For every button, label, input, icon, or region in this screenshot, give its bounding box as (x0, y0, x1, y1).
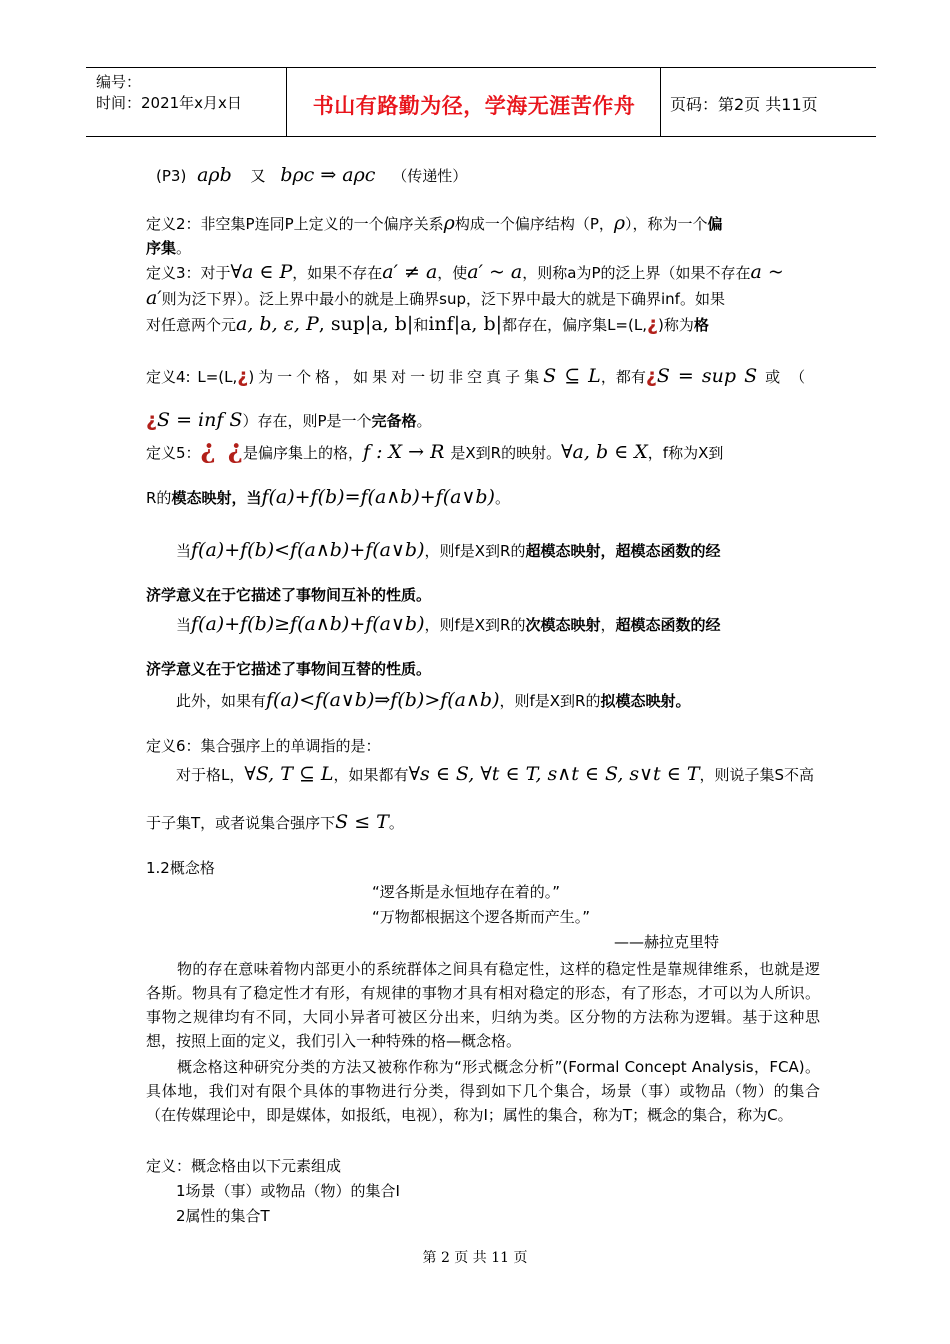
def5-text-a: 定义5： (146, 444, 201, 462)
def2-bold: 偏 (707, 215, 723, 233)
def5-line1 (146, 435, 724, 465)
def3-text-d: ，则称a为P的泛上界（如果不存在 (522, 264, 751, 282)
doc-time-label: 时间：2021年x月x日 (96, 94, 242, 112)
broken-glyph: ¿ (646, 313, 659, 335)
def5-text-e: R的 (146, 489, 172, 507)
def3-line2 (146, 288, 725, 309)
p3-formula-b: bρc ⇒ aρc (280, 164, 376, 186)
def2-line1 (146, 213, 723, 234)
def3-bold: 格 (693, 316, 709, 334)
paragraph: 物的存在意味着物内部更小的系统群体之间具有稳定性，这样的稳定性是靠规律维系，也就是逻各斯。物具有了稳定性才有形，有规律的事物才具有相对稳定的形态，有了形态，才可以为人所识。事物之规律均有不同，大同小异者可被区分出来，归纳为类。区分物的方法称为逻辑。基于这种思想，按照上面的定义，我们引入一种特殊的格—概念格。 (146, 960, 820, 1050)
quasi-text-a: 此外，如果有 (176, 692, 267, 710)
page-footer: 第 2 页 共 11 页 (422, 1250, 528, 1266)
quasi-formula: f(a)<f(a∨b)⇒f(b)>f(a∧b) (266, 689, 500, 711)
def3-line1 (146, 262, 784, 283)
def2-text2: 构成一个偏序结构（P， (454, 215, 614, 233)
submodular-formula: f(a)+f(b)≥f(a∧b)+f(a∨b) (191, 613, 425, 635)
broken-glyph: ¿ (146, 409, 158, 431)
def3-formula: a′ (146, 287, 162, 309)
def5-text-d: ，f称为X到 (647, 444, 724, 462)
header-meta (96, 72, 242, 114)
def3-text-i: 都存在，偏序集L=(L, (502, 316, 647, 334)
def3-formula: inf|a, b| (428, 313, 503, 335)
paragraph: 概念格这种研究分类的方法又被称作称为“形式概念分析”(Formal Concept Analysis，FCA)。具体地，我们对有限个具体的事物进行分类，得到如下几个集合，场景（事）或物品（物）的集合（在传媒理论中，即是媒体，如报纸，电视），称为I；属性的集合，称为T；概念的集合，称为C。 (146, 1058, 820, 1124)
def6-text-a: 对于格L， (176, 766, 245, 784)
def4-text-a: 定义4: L=(L, (146, 368, 238, 386)
def4-formula: S = sup S (656, 365, 758, 387)
submodular-text-c: ， (600, 616, 616, 634)
def3-formula: , sup|a, b| (318, 313, 414, 335)
p3-note: （传递性） (392, 167, 468, 185)
definition-list-item: 1场景（事）或物品（物）的集合I (176, 1182, 400, 1200)
def4-text-b: )为一个格，如果对一切非空真子集 (248, 368, 544, 386)
def3-text-g: 对任意两个元 (146, 316, 237, 334)
def4-end: 。 (416, 412, 432, 430)
def2-line2 (146, 238, 191, 258)
def3-text-a: 定义3：对于 (146, 264, 231, 282)
doc-number-label: 编号： (96, 73, 142, 91)
def3-text-b: ，如果不存在 (292, 264, 383, 282)
def3-formula: a′ ≠ a (382, 261, 438, 283)
quote-line: “万物都根据这个逻各斯而产生。” (372, 908, 591, 926)
supermodular-line2: 济学意义在于它描述了事物间互补的性质。 (146, 586, 432, 604)
def5-formula: f : X → R (363, 441, 445, 463)
def6-end: 。 (388, 814, 404, 832)
broken-glyph: ¿ (645, 365, 657, 387)
rho-symbol: ρ (443, 212, 455, 234)
def4-text-c: ，都有 (600, 368, 646, 386)
quote-line: “逻各斯是永恒地存在着的。” (372, 883, 561, 901)
broken-glyph: ¿ (227, 435, 244, 465)
def4-text-e: ）存在，则P是一个 (242, 412, 372, 430)
def5-line2 (146, 487, 510, 508)
def6-text-d: 于子集T，或者说集合强序下 (146, 814, 336, 832)
header-motto: 书山有路勤为径，学海无涯苦作舟 (312, 94, 636, 118)
def5-bold: 模态映射，当 (171, 489, 262, 507)
def3-line3 (146, 314, 709, 335)
def3-text-c: ，使 (437, 264, 468, 282)
broken-glyph: ¿ (200, 435, 216, 465)
def4-formula: S = inf S (157, 409, 243, 431)
def6-text-b: ，如果都有 (333, 766, 409, 784)
supermodular-text-b: ，则f是X到R的 (424, 542, 526, 560)
def6-text-c: ，则说子集S不高 (699, 766, 815, 784)
def6-line1 (176, 764, 814, 785)
quote-author: ——赫拉克里特 (614, 933, 720, 951)
submodular-bold: 超模态函数的经 (615, 616, 721, 634)
def5-text-c: 是X到R的映射。 (450, 444, 562, 462)
def5-end: 。 (494, 489, 510, 507)
p3-label: (P3) (156, 167, 187, 185)
def6-formula: ∀s ∈ S, ∀t ∈ T, s∧t ∈ S, s∨t ∈ T (408, 763, 700, 785)
submodular-text-a: 当 (176, 616, 192, 634)
def3-formula: a ~ (750, 261, 784, 283)
submodular-line2: 济学意义在于它描述了事物间互替的性质。 (146, 660, 432, 678)
def6-formula: ∀S, T ⊆ L (244, 763, 334, 785)
def2-text: 定义2：非空集P连同P上定义的一个偏序关系 (146, 215, 444, 233)
supermodular-line1 (176, 540, 721, 561)
def6-line2 (146, 812, 404, 833)
def4-line2 (146, 410, 432, 431)
p3-line (156, 165, 467, 186)
def5-formula: f(a)+f(b)=f(a∧b)+f(a∨b) (261, 486, 495, 508)
def4-line1 (146, 366, 815, 387)
quasi-text-b: ，则f是X到R的 (499, 692, 601, 710)
header-page-info: 页码：第2页 共11页 (670, 95, 818, 114)
def6-title: 定义6：集合强序上的单调指的是： (146, 737, 381, 755)
definition-list-title: 定义：概念格由以下元素组成 (146, 1157, 342, 1175)
def5-formula: ∀a, b ∈ X (561, 441, 648, 463)
def3-formula: ∀a ∈ P (230, 261, 293, 283)
supermodular-formula: f(a)+f(b)<f(a∧b)+f(a∨b) (191, 539, 425, 561)
def2-bold2: 序集 (146, 239, 177, 257)
def4-bold: 完备格 (371, 412, 417, 430)
supermodular-bold: 超模态映射，超模态函数的经 (525, 542, 721, 560)
def3-text-j: )称为 (658, 316, 694, 334)
def4-formula: S ⊆ L (543, 365, 601, 387)
def2-end: 。 (176, 239, 192, 257)
def3-text-h: 和 (413, 316, 429, 334)
quasi-bold: 拟模态映射。 (600, 692, 691, 710)
quasimodular-line (176, 690, 691, 711)
submodular-text-b: ，则f是X到R的 (424, 616, 526, 634)
def4-text-d: 或（ (765, 368, 816, 386)
broken-glyph: ¿ (237, 365, 249, 387)
submodular-line1 (176, 614, 721, 635)
rho-symbol: ρ (613, 212, 626, 234)
def5-text-b: 是偏序集上的格， (243, 444, 364, 462)
definition-list-item: 2属性的集合T (176, 1207, 270, 1225)
def3-text-e: 则为泛下界）。泛上界中最小的就是上确界sup，泛下界中最大的就是下确界inf。如果 (161, 290, 725, 308)
section-title: 1.2概念格 (146, 859, 215, 877)
submodular-bold: 次模态映射 (525, 616, 601, 634)
def2-text3: ），称为一个 (625, 215, 708, 233)
def3-formula: a′ ~ a (467, 261, 523, 283)
p3-formula-a: aρb (197, 164, 232, 186)
def6-formula: S ≤ T (335, 811, 389, 833)
page-header (86, 67, 876, 137)
supermodular-text-a: 当 (176, 542, 192, 560)
def3-formula: a, b, ε, P (236, 313, 319, 335)
p3-and: 又 (250, 167, 266, 185)
